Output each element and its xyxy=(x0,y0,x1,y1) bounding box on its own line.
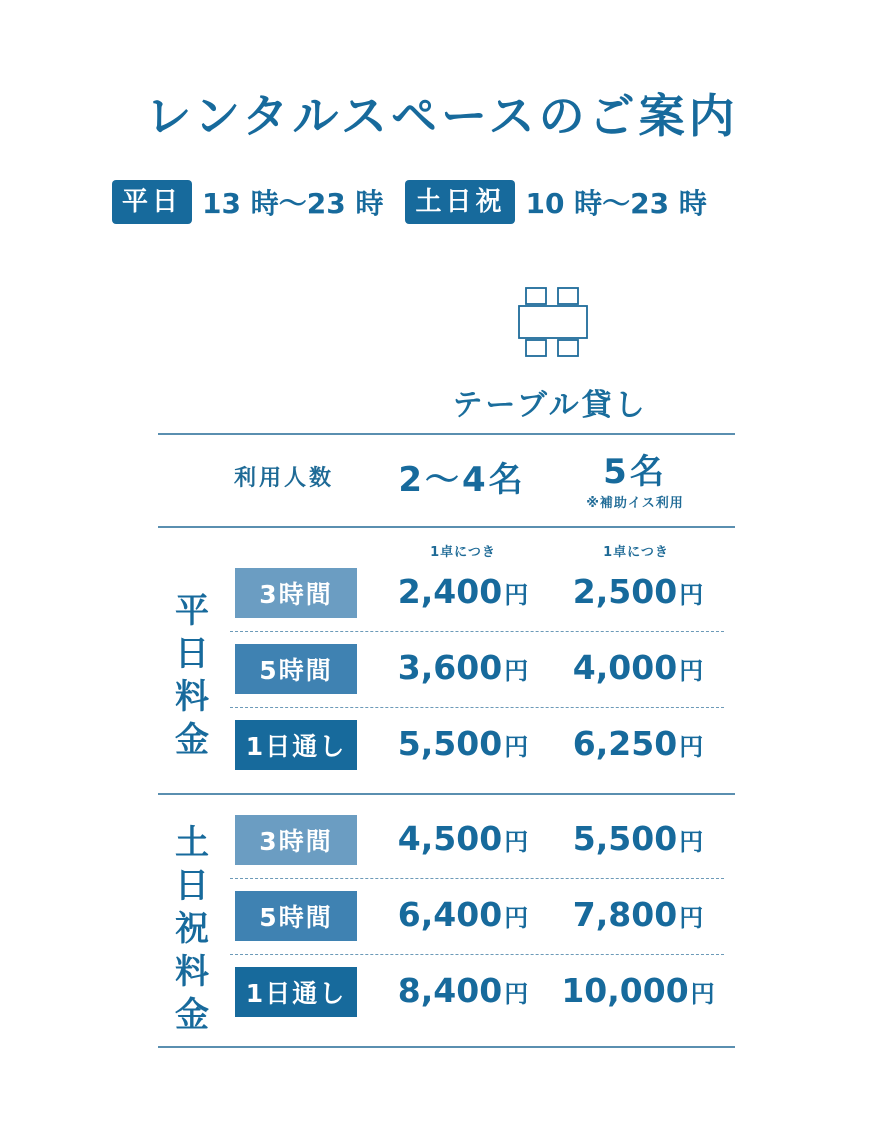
capacity-col-2-note: ※補助イス利用 xyxy=(586,496,684,511)
section-label-1 xyxy=(172,822,212,1037)
price-value: 2,500 xyxy=(572,572,678,611)
section-label-char: 料 xyxy=(175,677,209,717)
yen-unit: 円 xyxy=(504,657,529,685)
price-price1 xyxy=(378,971,548,1010)
section-label-0 xyxy=(172,590,212,762)
price-price1 xyxy=(378,648,548,687)
yen-unit: 円 xyxy=(504,904,529,932)
section-label-char: 土 xyxy=(175,823,209,863)
price-value: 6,250 xyxy=(572,724,678,763)
price-value: 7,800 xyxy=(572,895,678,934)
header-top-rule xyxy=(158,433,735,435)
weekend-badge: 土日祝 xyxy=(405,180,515,224)
yen-unit: 円 xyxy=(504,828,529,856)
row-divider xyxy=(230,631,724,632)
duration-badge: 5時間 xyxy=(235,644,357,694)
per-table-note-1: 1卓につき xyxy=(430,545,496,560)
price-value: 10,000 xyxy=(561,971,689,1010)
section-label-char: 祝 xyxy=(175,909,209,949)
yen-unit: 円 xyxy=(679,904,704,932)
price-price1 xyxy=(378,724,548,763)
yen-unit: 円 xyxy=(679,581,704,609)
yen-unit: 円 xyxy=(679,657,704,685)
capacity-col-2: 5名 xyxy=(603,452,667,492)
price-price2 xyxy=(553,648,723,687)
price-value: 2,400 xyxy=(397,572,503,611)
section-label-char: 日 xyxy=(175,634,209,674)
section-label-char: 金 xyxy=(175,720,209,760)
yen-unit: 円 xyxy=(690,980,715,1008)
header-bottom-rule xyxy=(158,526,735,528)
per-table-note-2: 1卓につき xyxy=(603,545,669,560)
price-value: 5,500 xyxy=(397,724,503,763)
row-divider xyxy=(230,878,724,879)
price-price2 xyxy=(553,971,723,1010)
price-value: 4,000 xyxy=(572,648,678,687)
section-label-char: 平 xyxy=(175,591,209,631)
yen-unit: 円 xyxy=(504,980,529,1008)
yen-unit: 円 xyxy=(679,733,704,761)
duration-badge: 3時間 xyxy=(235,815,357,865)
section-label-char: 日 xyxy=(175,866,209,906)
weekday-hours: 13 時〜23 時 xyxy=(202,187,384,220)
price-value: 4,500 xyxy=(397,819,503,858)
price-value: 6,400 xyxy=(397,895,503,934)
price-value: 3,600 xyxy=(397,648,503,687)
duration-badge: 5時間 xyxy=(235,891,357,941)
yen-unit: 円 xyxy=(504,581,529,609)
price-value: 8,400 xyxy=(397,971,503,1010)
business-hours xyxy=(112,178,729,226)
section-label-char: 料 xyxy=(175,952,209,992)
weekend-hours: 10 時〜23 時 xyxy=(525,187,707,220)
duration-badge: 1日通し xyxy=(235,720,357,770)
price-price2 xyxy=(553,819,723,858)
section-label-char: 金 xyxy=(175,995,209,1035)
price-price2 xyxy=(553,572,723,611)
price-price2 xyxy=(553,895,723,934)
plan-title: テーブル貸し xyxy=(452,388,648,423)
price-value: 5,500 xyxy=(572,819,678,858)
duration-badge: 3時間 xyxy=(235,568,357,618)
section-divider xyxy=(158,793,735,795)
duration-badge: 1日通し xyxy=(235,967,357,1017)
page-title: レンタルスペースのご案内 xyxy=(145,89,739,143)
table-bottom-rule xyxy=(158,1046,735,1048)
yen-unit: 円 xyxy=(679,828,704,856)
row-divider xyxy=(230,954,724,955)
price-price1 xyxy=(378,572,548,611)
price-price1 xyxy=(378,819,548,858)
table-with-four-chairs-icon xyxy=(516,286,590,360)
price-price1 xyxy=(378,895,548,934)
row-divider xyxy=(230,707,724,708)
capacity-label: 利用人数 xyxy=(234,466,335,491)
yen-unit: 円 xyxy=(504,733,529,761)
capacity-col-1: 2〜4名 xyxy=(398,460,526,500)
price-price2 xyxy=(553,724,723,763)
weekday-badge: 平日 xyxy=(112,180,192,224)
